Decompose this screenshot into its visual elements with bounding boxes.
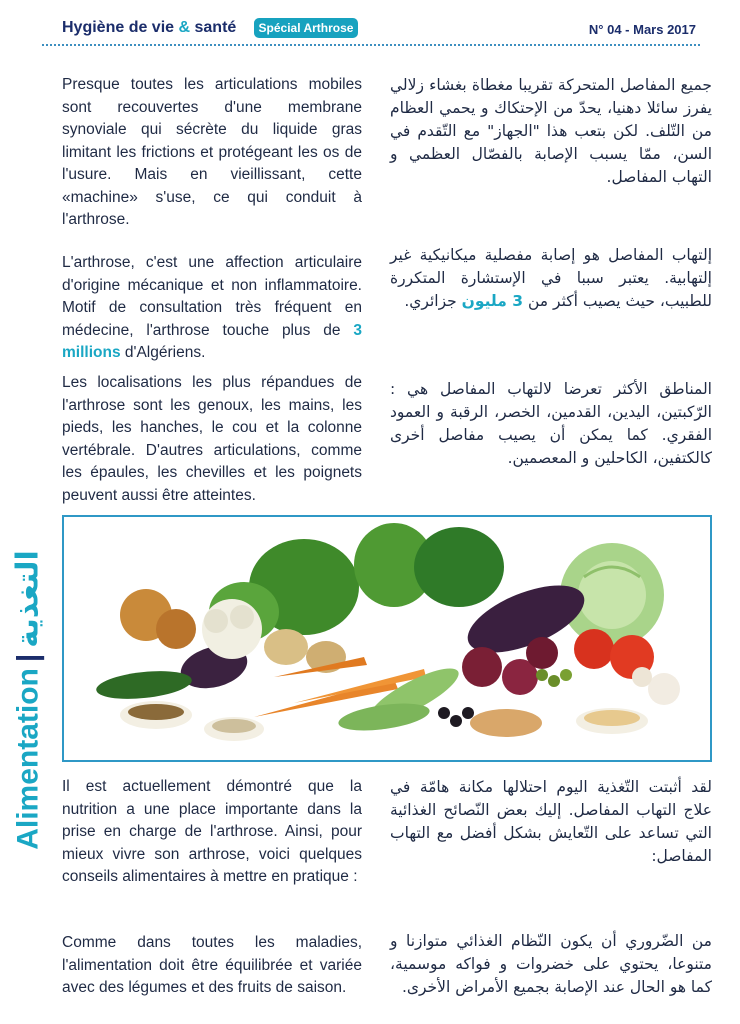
section-label-fr: Alimentation	[11, 668, 45, 850]
ar-p2-end: جزائري.	[404, 292, 462, 310]
fr-p2-end: d'Algériens.	[120, 344, 206, 361]
parsley-bunch	[414, 527, 504, 607]
header-divider	[42, 44, 700, 46]
issue-number: N° 04 - Mars 2017	[588, 22, 696, 37]
green-olive	[536, 669, 548, 681]
vegetables-illustration	[64, 517, 710, 760]
fr-paragraph-3: Les localisations les plus répandues de l'arthrose sont les genoux, les mains, les pieds, les hanches, le cou et la colonne vertébrale. D'autres articulations, comme les épaules, les chevilles et les poignets peuvent aussi être atteintes.	[62, 374, 362, 504]
beet	[526, 637, 558, 669]
cucumber	[95, 667, 193, 703]
page-header	[0, 0, 740, 46]
vegetables-photo	[62, 515, 712, 762]
magazine-title	[62, 19, 236, 37]
chickpeas-bowl	[470, 709, 542, 737]
onion	[156, 609, 196, 649]
ar-paragraph-5: من الضّروري أن يكون النّظام الغذائي متوازنا و متنوعا، يحتوي على خضروات و فواكه موسمية، كما هو الحال عند الإصابة بجميع الأمراض الأخرى.	[390, 932, 712, 996]
fr-paragraph-4: Il est actuellement démontré que la nutrition a une place importante dans la prise en charge de l'arthrose. Ainsi, pour mieux vivre son arthrose, voici quelques conseils alimentaires à mettre en pratique :	[62, 778, 362, 885]
special-badge: Spécial Arthrose	[254, 18, 358, 38]
potato	[264, 629, 308, 665]
ar-paragraph-3: المناطق الأكثر تعرضا لالتهاب المفاصل هي : الرّكبتين، اليدين، القدمين، الخصر، الرقبة و العمود الفقري. كما يمكن أن يصيب مفاصل أخرى كالكتفين، الكاحلين و المعصمين.	[390, 380, 712, 467]
section-label-ar: التغذية	[10, 550, 46, 648]
olive	[438, 707, 450, 719]
ar-paragraph-2	[390, 244, 712, 313]
fr-paragraph-2	[62, 252, 362, 365]
section-label-text	[11, 550, 46, 850]
beet	[462, 647, 502, 687]
section-label-separator: |	[11, 653, 45, 663]
ar-paragraph-4: لقد أثبتت التّغذية اليوم احتلالها مكانة هامّة في علاج التهاب المفاصل. إليك بعض النّصائح الغذائية التي تساعد على التّعايش بشكل أفضل مع التهاب المفاصل:	[390, 778, 712, 865]
ar-p2-text: إلتهاب المفاصل هو إصابة مفصلية ميكانيكية غير إلتهابية. يعتبر سببا في الإستشارة المتكررة للطبيب، حيث يصيب أكثر من	[390, 246, 712, 310]
section-label	[6, 500, 50, 900]
fr-p2-highlight: 3 millions	[62, 321, 362, 361]
ar-paragraph-1: جميع المفاصل المتحركة تقريبا مغطاة بغشاء زلالي يفرز سائلا دهنيا، يحدّ من الإحتكاك و يحمي العظام من التّلف. لكن بتعب هذا "الجهاز" مع التّقدم في السن، ممّا يسبب الإصابة بالفصّال العظمي و التهاب المفاصل.	[390, 76, 712, 186]
fr-p2-text: L'arthrose, c'est une affection articulaire d'origine mécanique et non inflammatoire. Motif de consultation très fréquent en médecine, l'arthrose touche plus de	[62, 254, 362, 339]
tomato	[574, 629, 614, 669]
title-end: santé	[190, 19, 237, 36]
ar-p2-highlight: 3 مليون	[461, 292, 524, 310]
garlic	[648, 673, 680, 705]
title-ampersand: &	[178, 19, 191, 36]
title-main: Hygiène de vie	[62, 19, 179, 36]
fr-paragraph-1: Presque toutes les articulations mobiles sont recouvertes d'une membrane synoviale qui sécrète du liquide gras limitant les frictions et protégeant les os de l'usure. Mais en vieillissant, cette «machine» s'use, ce qui conduit à l'arthrose.	[62, 76, 362, 228]
fr-paragraph-5: Comme dans toutes les maladies, l'alimentation doit être équilibrée et variée avec des légumes et des fruits de saison.	[62, 934, 362, 996]
